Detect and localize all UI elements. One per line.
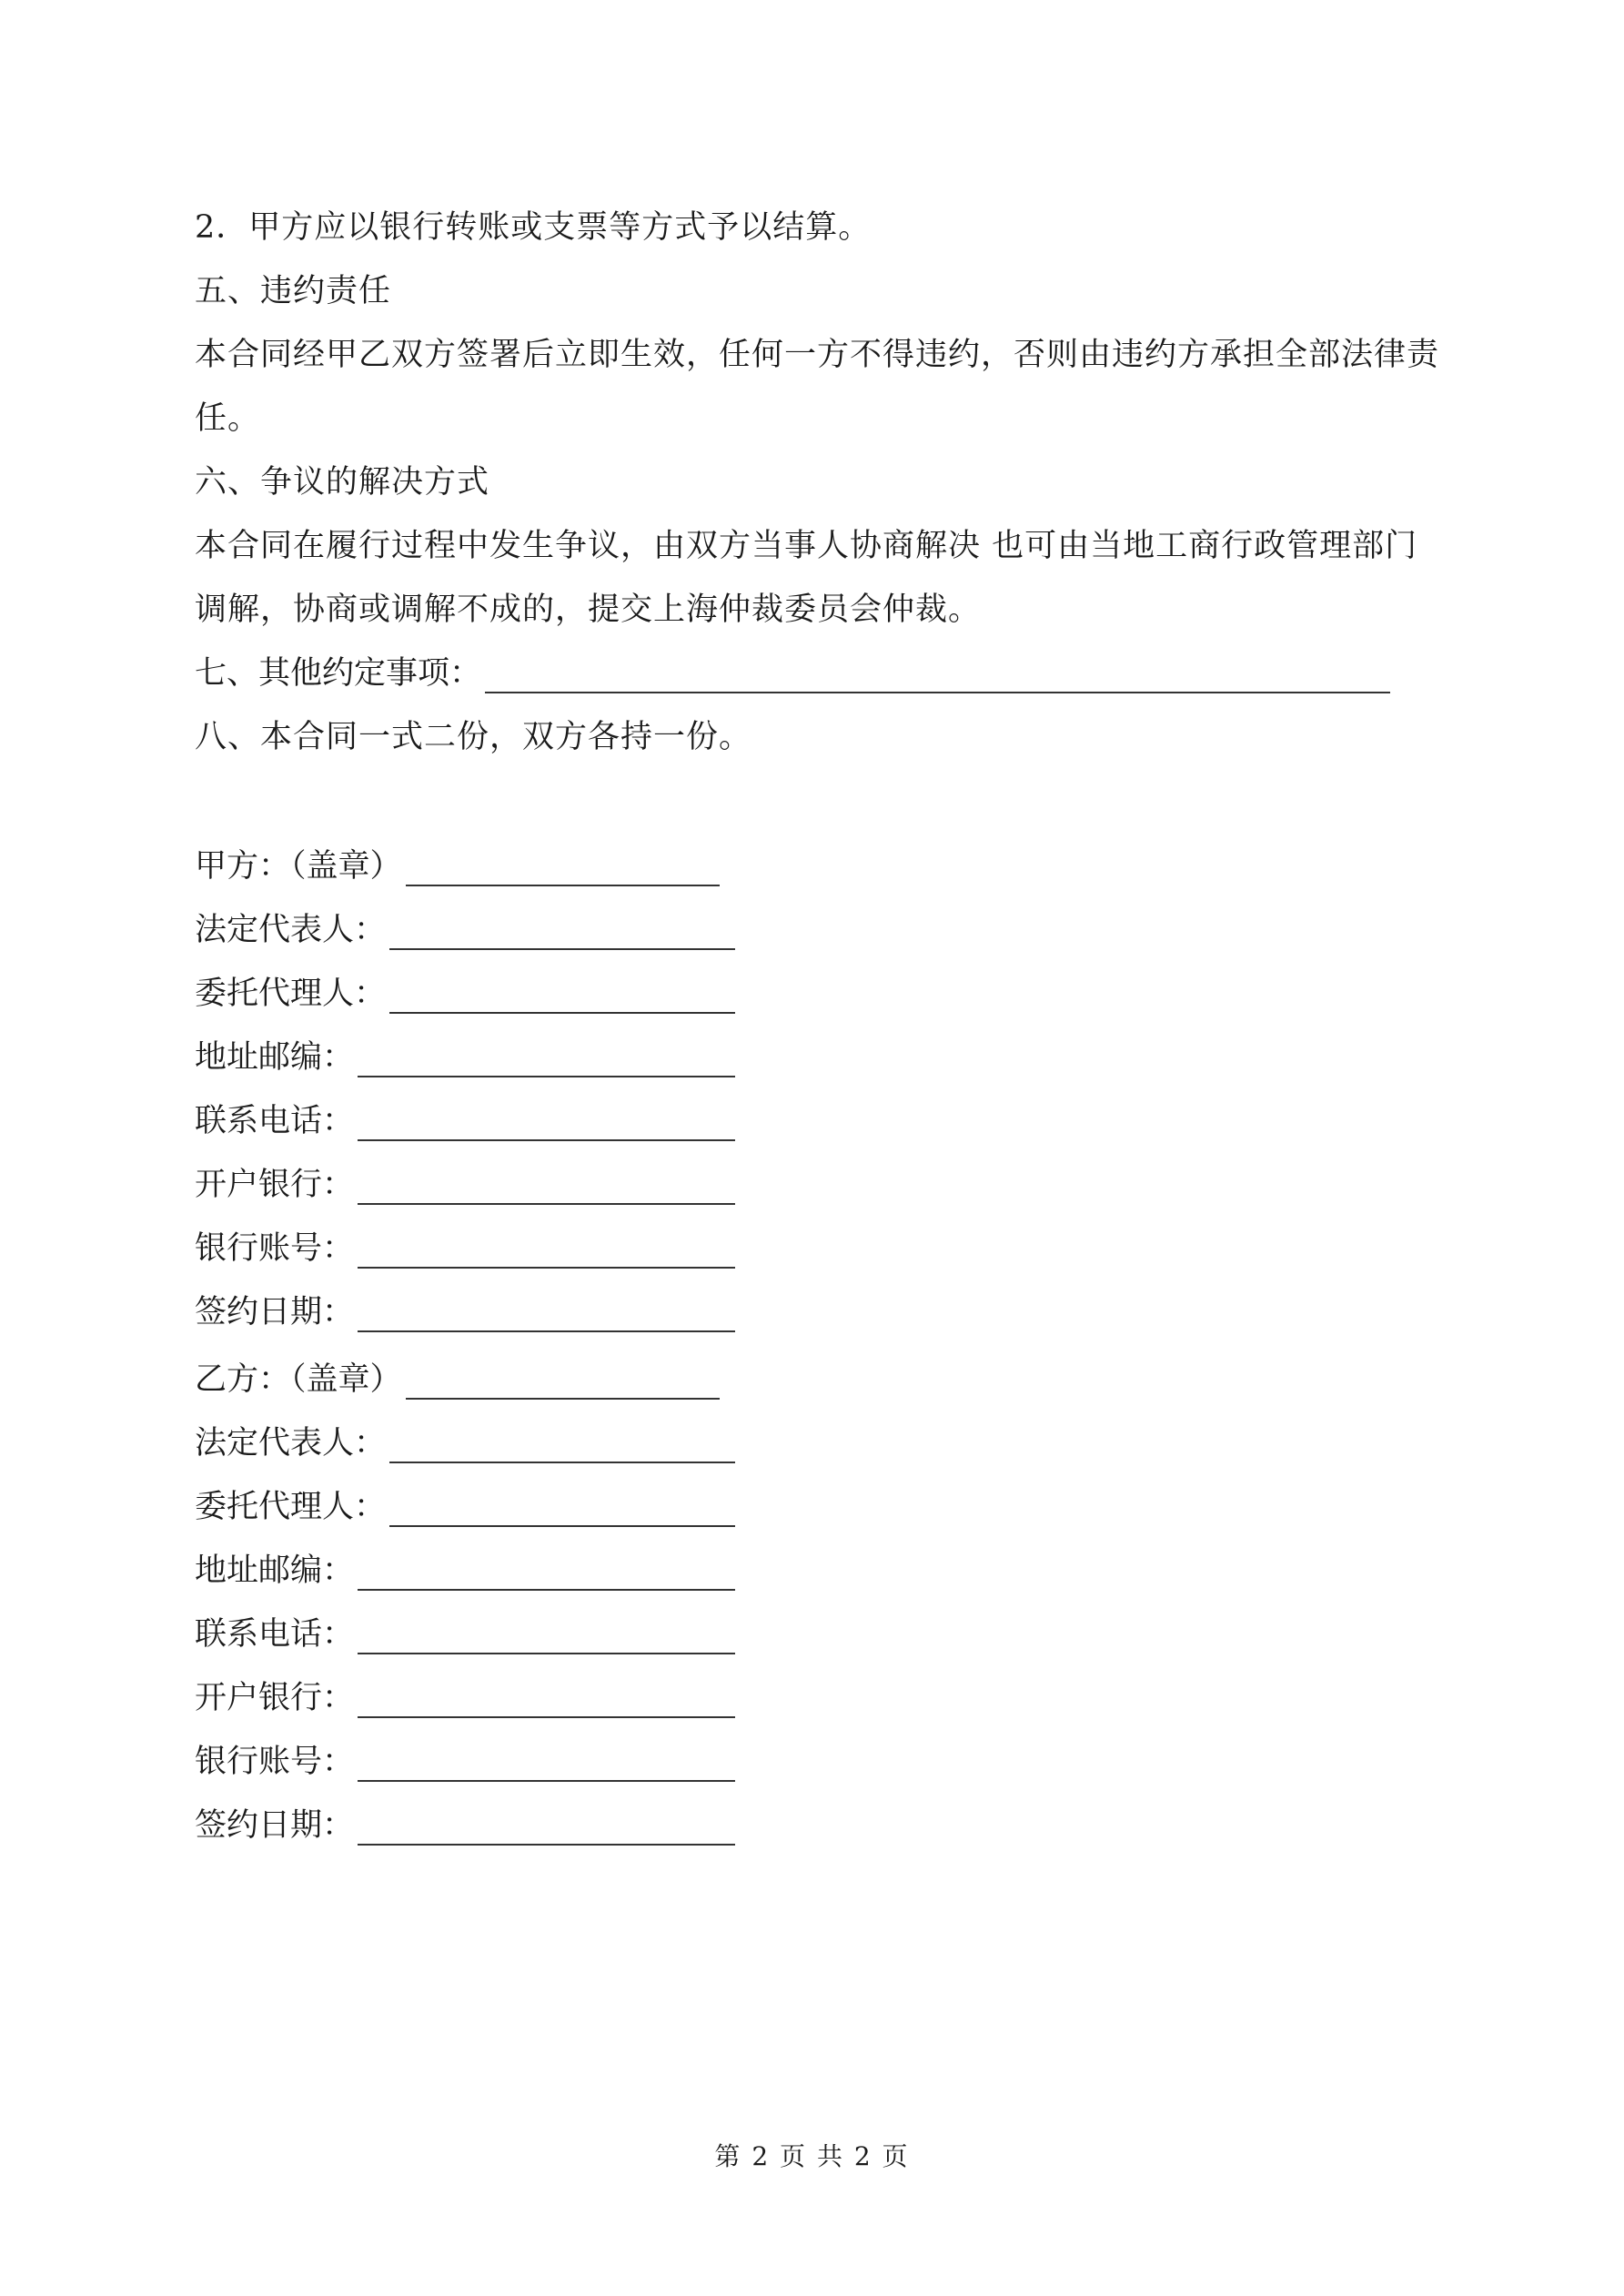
party-b-rep-row <box>195 1423 735 1463</box>
party-a-phone-row <box>195 1101 735 1141</box>
party-a-phone-blank[interactable] <box>358 1105 735 1141</box>
party-a-bank-row <box>195 1165 735 1205</box>
party-a-date-label: 签约日期： <box>195 1294 355 1330</box>
party-b-phone-row <box>195 1614 735 1654</box>
clause-settlement: 2．甲方应以银行转账或支票等方式予以结算。 <box>195 209 872 246</box>
party-a-rep-label: 法定代表人： <box>195 912 387 948</box>
clause-copies: 八、本合同一式二份，双方各持一份。 <box>195 719 752 755</box>
other-terms-row <box>195 653 1390 693</box>
party-b-rep-blank[interactable] <box>389 1427 735 1463</box>
party-a-agent-blank[interactable] <box>389 977 735 1014</box>
heading-breach: 五、违约责任 <box>195 273 392 309</box>
party-b-agent-label: 委托代理人： <box>195 1489 387 1525</box>
party-b-account-blank[interactable] <box>358 1745 735 1782</box>
clause-breach-line1: 本合同经甲乙双方签署后立即生效，任何一方不得违约，否则由违约方承担全部法律责 <box>195 337 1440 373</box>
party-b-bank-label: 开户银行： <box>195 1680 355 1716</box>
party-b-bank-row <box>195 1678 735 1718</box>
party-a-agent-row <box>195 974 735 1014</box>
party-a-bank-label: 开户银行： <box>195 1167 355 1203</box>
party-b-agent-row <box>195 1487 735 1527</box>
party-b-date-row <box>195 1805 735 1846</box>
party-a-account-blank[interactable] <box>358 1232 735 1269</box>
party-a-seal-label: 甲方：（盖章） <box>195 848 402 885</box>
party-b-account-label: 银行账号： <box>195 1744 355 1780</box>
page-footer: 第 2 页 共 2 页 <box>714 2141 910 2171</box>
clause-dispute-line1: 本合同在履行过程中发生争议，由双方当事人协商解决 也可由当地工商行政管理部门 <box>195 528 1418 564</box>
party-a-rep-row <box>195 910 735 950</box>
party-a-address-label: 地址邮编： <box>195 1039 355 1076</box>
clause-breach-line2: 任。 <box>195 400 261 437</box>
party-b-rep-label: 法定代表人： <box>195 1425 387 1462</box>
party-b-date-label: 签约日期： <box>195 1807 355 1844</box>
party-b-agent-blank[interactable] <box>389 1491 735 1527</box>
party-a-address-blank[interactable] <box>358 1041 735 1077</box>
party-a-date-row <box>195 1292 735 1332</box>
heading-dispute: 六、争议的解决方式 <box>195 464 490 501</box>
party-a-account-label: 银行账号： <box>195 1230 355 1267</box>
other-terms-blank[interactable] <box>485 657 1390 693</box>
other-terms-label: 七、其他约定事项： <box>195 655 482 692</box>
party-a-account-row <box>195 1229 735 1269</box>
party-b-date-blank[interactable] <box>358 1809 735 1846</box>
party-b-bank-blank[interactable] <box>358 1682 735 1718</box>
party-b-seal-row <box>195 1360 720 1400</box>
party-a-address-row <box>195 1037 735 1077</box>
party-b-seal-blank[interactable] <box>406 1363 720 1400</box>
party-b-address-row <box>195 1551 735 1591</box>
party-a-date-blank[interactable] <box>358 1296 735 1332</box>
party-b-seal-label: 乙方：（盖章） <box>195 1361 402 1398</box>
party-a-rep-blank[interactable] <box>389 914 735 950</box>
clause-dispute-line2: 调解，协商或调解不成的，提交上海仲裁委员会仲裁。 <box>195 592 982 628</box>
party-a-seal-row <box>195 846 720 886</box>
party-a-agent-label: 委托代理人： <box>195 976 387 1012</box>
party-b-address-label: 地址邮编： <box>195 1553 355 1589</box>
party-a-phone-label: 联系电话： <box>195 1103 355 1139</box>
party-a-bank-blank[interactable] <box>358 1168 735 1205</box>
party-b-phone-label: 联系电话： <box>195 1616 355 1653</box>
party-a-seal-blank[interactable] <box>406 850 720 886</box>
party-b-account-row <box>195 1742 735 1782</box>
party-b-address-blank[interactable] <box>358 1554 735 1591</box>
party-b-phone-blank[interactable] <box>358 1618 735 1654</box>
